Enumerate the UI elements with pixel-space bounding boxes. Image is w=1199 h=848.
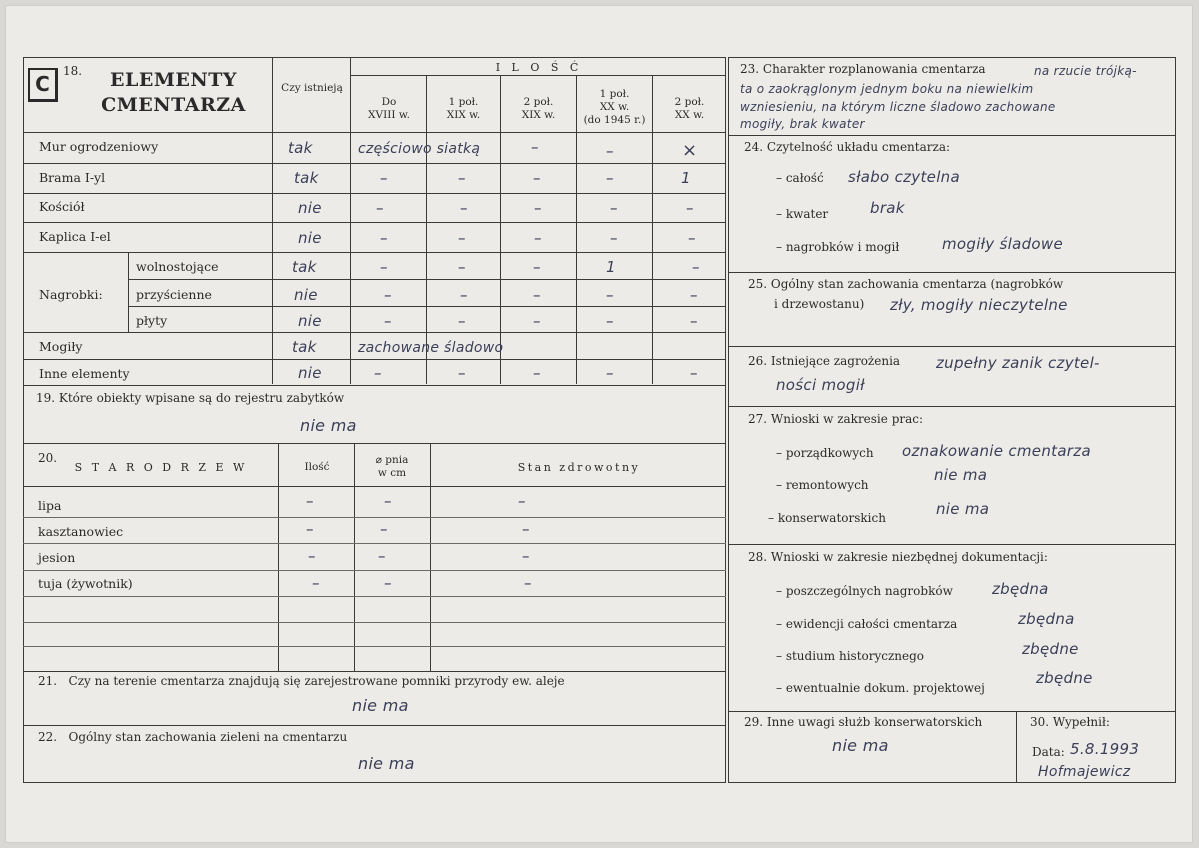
tree-health-kasztanowiec: –	[522, 520, 530, 538]
elements-title-line2: CMENTARZA	[101, 94, 246, 116]
cell-kaplica-c1: –	[458, 229, 466, 247]
exists-value-kaplica: nie	[298, 229, 322, 247]
trees-title: S T A R O D R Z E W	[74, 461, 248, 474]
ilosc-header: I L O Ś Ć	[495, 61, 583, 74]
cell-brama-c4: 1	[681, 169, 691, 187]
cell-kaplica-c4: –	[688, 229, 696, 247]
elements-title-line1: ELEMENTY	[110, 69, 237, 91]
exists-value-mogily: tak	[292, 338, 317, 356]
cell-kosciol-c2: –	[534, 199, 542, 217]
registry-label: 19. Które obiekty wpisane są do rejestru zabytków	[36, 391, 345, 405]
readability-item-label-1: – kwater	[776, 207, 829, 221]
diameter-symbol-icon: ⌀	[375, 454, 382, 466]
cell-kaplica-c3: –	[610, 229, 618, 247]
readability-item-label-0: – całość	[776, 171, 824, 185]
signature: Hofmajewicz	[1038, 764, 1131, 780]
exists-value-plyty: nie	[298, 312, 322, 330]
docs-item-value-0: zbędna	[992, 580, 1049, 598]
tree-count-lipa: –	[306, 492, 314, 510]
tree-count-tuja: –	[312, 574, 320, 592]
row-label-nagrobki: Nagrobki:	[39, 287, 103, 302]
readability-label: 24. Czytelność układu cmentarza:	[744, 140, 951, 154]
readability-item-value-0: słabo czytelna	[848, 168, 960, 186]
other-notes-label: 29. Inne uwagi służb konserwatorskich	[744, 715, 983, 729]
cell-wolno-c4: –	[692, 258, 700, 276]
date-label: Data:	[1032, 745, 1065, 759]
greenery-answer: nie ma	[358, 754, 415, 773]
row-label-kaplica: Kaplica I-el	[39, 229, 111, 244]
row-label-kosciol: Kościół	[39, 199, 85, 214]
cell-inne-c0: –	[374, 364, 382, 382]
tree-count-jesion: –	[308, 547, 316, 565]
exists-value-mur: tak	[288, 139, 313, 157]
docs-item-label-0: – poszczególnych nagrobków	[776, 584, 953, 598]
cell-brama-c0: –	[380, 169, 388, 187]
layout-answer-2: ta o zaokrąglonym jednym boku na niewielkim	[740, 82, 1034, 96]
row-label-inne: Inne elementy	[39, 366, 130, 381]
trees-col-count: Ilość	[304, 461, 330, 473]
tree-health-tuja: –	[524, 574, 532, 592]
exists-value-wolnostojace: tak	[292, 258, 317, 276]
cell-mur-c4: ×	[682, 140, 698, 161]
cell-wolno-c2: –	[533, 258, 541, 276]
cell-brama-c3: –	[606, 169, 614, 187]
works-item-label-2: – konserwatorskich	[768, 511, 886, 525]
docs-item-label-1: – ewidencji całości cmentarza	[776, 617, 958, 631]
cell-kaplica-c0: –	[380, 229, 388, 247]
tree-count-kasztanowiec: –	[306, 520, 314, 538]
cell-mur-c2: –	[531, 138, 539, 156]
docs-item-value-3: zbędne	[1036, 669, 1093, 687]
cell-kosciol-c3: –	[610, 199, 618, 217]
section-18-number: 18.	[63, 64, 83, 78]
col-exists-header: Czy istnieją	[281, 82, 343, 94]
cell-kosciol-c0: –	[376, 199, 384, 217]
trees-col-health: Stan zdrowotny	[517, 461, 641, 474]
docs-label: 28. Wnioski w zakresie niezbędnej dokumentacji:	[748, 550, 1048, 564]
nature-label: 21. Czy na terenie cmentarza znajdują się zarejestrowane pomniki przyrody ew. aleje	[38, 674, 565, 688]
threats-value-1: zupełny zanik czytel-	[936, 354, 1100, 372]
threats-label: 26. Istniejące zagrożenia	[748, 354, 901, 368]
condition-label-1: 25. Ogólny stan zachowania cmentarza (nagrobków	[748, 277, 1064, 291]
row-label-brama: Brama I-yl	[39, 170, 106, 185]
condition-label-2: i drzewostanu)	[774, 297, 865, 311]
cell-kaplica-c2: –	[534, 229, 542, 247]
cell-inne-c1: –	[458, 364, 466, 382]
exists-value-kosciol: nie	[298, 199, 322, 217]
tree-name-tuja: tuja (żywotnik)	[38, 576, 133, 591]
cell-przysc-c3: –	[606, 286, 614, 304]
docs-item-label-2: – studium historycznego	[776, 649, 925, 663]
mogily-merged-value: zachowane śladowo	[358, 340, 504, 356]
cell-inne-c2: –	[533, 364, 541, 382]
tree-diam-lipa: –	[384, 492, 392, 510]
mur-merged-value: częściowo siatką	[358, 141, 481, 157]
cell-kosciol-c1: –	[460, 199, 468, 217]
cell-inne-c3: –	[606, 364, 614, 382]
greenery-label: 22. Ogólny stan zachowania zieleni na cmentarzu	[38, 730, 348, 744]
row-label-mogily: Mogiły	[39, 339, 83, 354]
tree-diam-tuja: –	[384, 574, 392, 592]
docs-item-label-3: – ewentualnie dokum. projektowej	[776, 681, 985, 695]
readability-item-label-2: – nagrobków i mogił	[776, 240, 900, 254]
cell-plyty-c4: –	[690, 312, 698, 330]
exists-value-brama: tak	[294, 169, 319, 187]
works-item-value-1: nie ma	[934, 466, 988, 484]
cell-przysc-c0: –	[384, 286, 392, 304]
cell-przysc-c2: –	[533, 286, 541, 304]
section-letter-box: C	[28, 68, 58, 102]
row-label-przyscienne: przyścienne	[136, 287, 212, 302]
registry-answer: nie ma	[300, 416, 357, 435]
cell-przysc-c4: –	[690, 286, 698, 304]
tree-name-kasztanowiec: kasztanowiec	[38, 524, 124, 539]
row-label-plyty: płyty	[136, 313, 168, 328]
record-card: C 18. ELEMENTY CMENTARZA Czy istnieją I L O Ś Ć Do XVIII w. 1 poł. XIX w. 2 poł. XIX w. 1 poł. XX w. (do 1945 r.) 2 poł. XX w. Mur ogrodzeniowy Brama I-yl Kościół Kaplica I-el Nagrobki: wolnostojące przyścienne płyty Mogiły Inne elementy tak tak nie nie tak nie nie tak nie częściowo siatką zachowane śladowo – – × – – – – 1 – – – – – – – – – – – – – 1 – – – – – – – – – – – – – – – – 19. Które obiekty wpisane są do rejestru zabytków nie ma 20. S T A R O D R Z E W Ilość ⌀ pnia w cm Stan zdrowotny lipa kasztanowiec jesion tuja (żywotnik) – – – – – – – – – – – – 21. Czy na terenie cmentarza znajdują się zarejestrowane pomniki przyrody ew. aleje nie ma 22. Ogólny stan zachowania zieleni na cmentarzu nie ma 23. Charakter rozplanowania cmentarza na rzucie trójką- ta o zaokrąglonym jednym boku na niewielkim wzniesieniu, na którym liczne śladowo zachowane mogiły, brak kwater 24. Czytelność układu cmentarza: – całość słabo czytelna – kwater brak – nagrobków i mogił mogiły śladowe 25. Ogólny stan zachowania cmentarza (nagrobków i drzewostanu) zły, mogiły nieczytelne 26. Istniejące zagrożenia zupełny zanik czytel- ności mogił 27. Wnioski w zakresie prac: – porządkowych oznakowanie cmentarza – remontowych nie ma – konserwatorskich nie ma 28. Wnioski w zakresie niezbędnej dokumentacji: – poszczególnych nagrobków zbędna – ewidencji całości cmentarza zbędna – studium historycznego zbędne – ewentualnie dokum. projektowej zbędne 29. Inne uwagi służb konserwatorskich nie ma 30. Wypełnił: Data: 5.8.1993 Hofmajewicz	[6, 6, 1192, 842]
works-label: 27. Wnioski w zakresie prac:	[748, 412, 924, 426]
layout-answer-1: na rzucie trójką-	[1034, 64, 1137, 78]
exists-value-przyscienne: nie	[294, 286, 318, 304]
tree-diam-kasztanowiec: –	[380, 520, 388, 538]
cell-mur-c3: –	[606, 142, 614, 160]
cell-wolno-c1: –	[458, 258, 466, 276]
filled-by-label: 30. Wypełnił:	[1030, 715, 1110, 729]
works-item-label-0: – porządkowych	[776, 446, 874, 460]
cell-przysc-c1: –	[460, 286, 468, 304]
works-item-value-2: nie ma	[936, 500, 990, 518]
tree-diam-jesion: –	[378, 547, 386, 565]
nature-answer: nie ma	[352, 696, 409, 715]
docs-item-value-2: zbędne	[1022, 640, 1079, 658]
works-item-value-0: oznakowanie cmentarza	[902, 442, 1091, 460]
tree-name-lipa: lipa	[38, 498, 62, 513]
cell-brama-c1: –	[458, 169, 466, 187]
cell-brama-c2: –	[533, 169, 541, 187]
trees-number: 20.	[38, 451, 58, 465]
layout-answer-4: mogiły, brak kwater	[740, 117, 865, 131]
threats-value-2: ności mogił	[776, 376, 865, 394]
works-item-label-1: – remontowych	[776, 478, 869, 492]
tree-health-lipa: –	[518, 492, 526, 510]
row-label-mur: Mur ogrodzeniowy	[39, 139, 159, 154]
exists-value-inne: nie	[298, 364, 322, 382]
layout-label: 23. Charakter rozplanowania cmentarza	[740, 62, 986, 76]
cell-wolno-c3: 1	[606, 258, 616, 276]
row-label-wolnostojace: wolnostojące	[136, 259, 219, 274]
other-notes-value: nie ma	[832, 736, 889, 755]
date-value: 5.8.1993	[1070, 740, 1140, 758]
cell-plyty-c3: –	[606, 312, 614, 330]
tree-name-jesion: jesion	[38, 550, 76, 565]
docs-item-value-1: zbędna	[1018, 610, 1075, 628]
tree-health-jesion: –	[522, 547, 530, 565]
cell-plyty-c0: –	[384, 312, 392, 330]
layout-answer-3: wzniesieniu, na którym liczne śladowo zachowane	[740, 100, 1056, 114]
condition-value: zły, mogiły nieczytelne	[890, 296, 1068, 314]
cell-plyty-c1: –	[458, 312, 466, 330]
cell-kosciol-c4: –	[686, 199, 694, 217]
cell-plyty-c2: –	[533, 312, 541, 330]
cell-inne-c4: –	[690, 364, 698, 382]
readability-item-value-1: brak	[870, 199, 905, 217]
cell-wolno-c0: –	[380, 258, 388, 276]
readability-item-value-2: mogiły śladowe	[942, 235, 1063, 253]
